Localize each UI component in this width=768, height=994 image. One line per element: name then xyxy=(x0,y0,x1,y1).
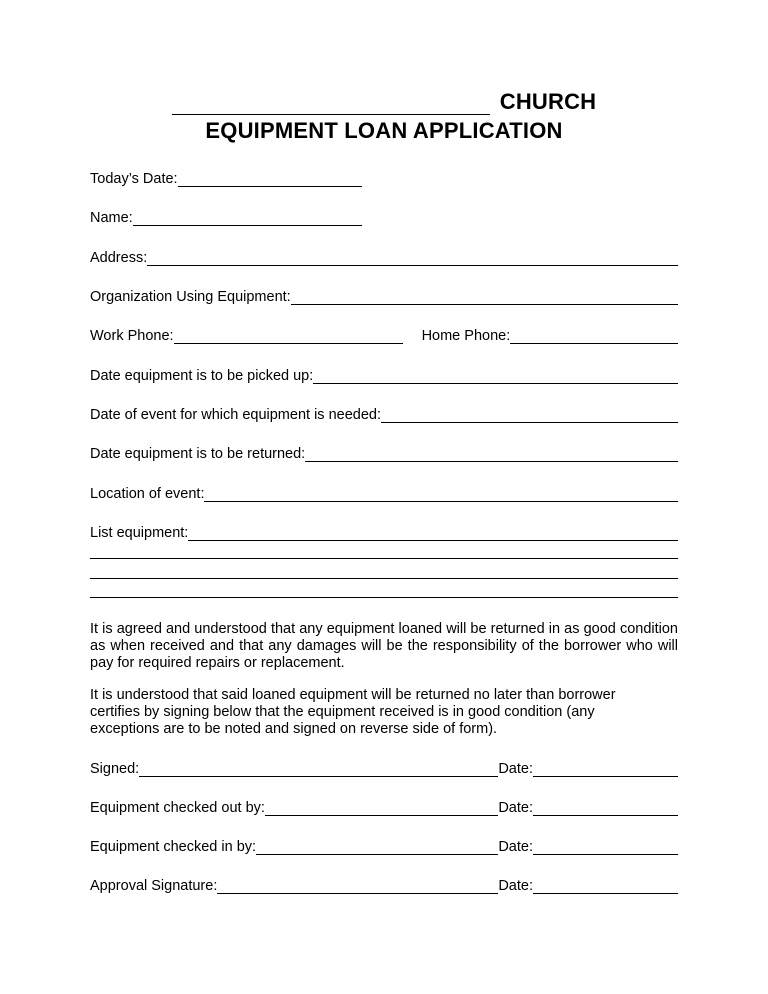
checked-out-label: Equipment checked out by: xyxy=(90,800,265,816)
terms-paragraph-2-line-3: exceptions are to be noted and signed on reverse side of form). xyxy=(90,721,498,737)
signed-date-label: Date: xyxy=(498,761,533,777)
pickup-date-label: Date equipment is to be picked up: xyxy=(90,368,314,384)
return-date-label: Date equipment is to be returned: xyxy=(90,446,306,462)
work-phone-label: Work Phone: xyxy=(90,328,174,344)
approval-date-label: Date: xyxy=(498,878,533,894)
signed-label: Signed: xyxy=(90,761,140,777)
return-date-row xyxy=(90,442,678,462)
signed-row xyxy=(90,757,678,777)
home-phone-blank[interactable] xyxy=(510,326,678,344)
terms-paragraph-2 xyxy=(90,687,678,738)
organization-blank[interactable] xyxy=(291,287,678,305)
checked-in-blank[interactable] xyxy=(256,837,498,855)
phone-row xyxy=(90,324,678,344)
address-blank[interactable] xyxy=(147,248,678,266)
list-equipment-blank[interactable] xyxy=(188,523,678,541)
approval-date-blank[interactable] xyxy=(533,876,678,894)
organization-row xyxy=(90,285,678,305)
checked-out-date-label: Date: xyxy=(498,800,533,816)
home-phone-label: Home Phone: xyxy=(421,328,511,344)
organization-label: Organization Using Equipment: xyxy=(90,289,291,305)
todays-date-row xyxy=(90,167,362,187)
location-row xyxy=(90,482,678,502)
name-label: Name: xyxy=(90,210,133,226)
church-word: CHURCH xyxy=(499,89,597,114)
list-equipment-row xyxy=(90,521,678,541)
location-label: Location of event: xyxy=(90,486,205,502)
todays-date-blank[interactable] xyxy=(178,169,362,187)
location-blank[interactable] xyxy=(204,484,678,502)
equipment-line-4[interactable] xyxy=(90,597,678,598)
name-row xyxy=(90,206,362,226)
return-date-blank[interactable] xyxy=(305,444,678,462)
pickup-date-row xyxy=(90,364,678,384)
event-date-label: Date of event for which equipment is needed: xyxy=(90,407,381,423)
checked-out-blank[interactable] xyxy=(265,798,498,816)
address-row xyxy=(90,246,678,266)
church-name-blank[interactable] xyxy=(172,92,490,115)
checked-in-label: Equipment checked in by: xyxy=(90,839,257,855)
terms-paragraph-2-line-1: It is understood that said loaned equipment will be returned no later than borrower xyxy=(90,687,616,703)
checked-in-row xyxy=(90,835,678,855)
title-church-line xyxy=(0,89,768,115)
approval-blank[interactable] xyxy=(217,876,498,894)
terms-paragraph-2-line-2: certifies by signing below that the equipment received is in good condition (any xyxy=(90,704,595,720)
terms-paragraph-1: It is agreed and understood that any equipment loaned will be returned in as good condition as when received and that any damages will be the responsibility of the borrower who will pay for required repairs or replacement. xyxy=(90,621,678,671)
equipment-line-2[interactable] xyxy=(90,558,678,559)
checked-out-row xyxy=(90,796,678,816)
work-phone-blank[interactable] xyxy=(174,326,403,344)
equipment-line-3[interactable] xyxy=(90,578,678,579)
signed-date-blank[interactable] xyxy=(533,759,678,777)
event-date-row xyxy=(90,403,678,423)
address-label: Address: xyxy=(90,250,148,266)
list-equipment-label: List equipment: xyxy=(90,525,189,541)
form-title: EQUIPMENT LOAN APPLICATION xyxy=(205,118,563,143)
event-date-blank[interactable] xyxy=(381,405,678,423)
checked-in-date-label: Date: xyxy=(498,839,533,855)
pickup-date-blank[interactable] xyxy=(313,366,678,384)
approval-row xyxy=(90,874,678,894)
signed-blank[interactable] xyxy=(139,759,498,777)
checked-out-date-blank[interactable] xyxy=(533,798,678,816)
checked-in-date-blank[interactable] xyxy=(533,837,678,855)
todays-date-label: Today’s Date: xyxy=(90,171,178,187)
name-blank[interactable] xyxy=(133,208,362,226)
approval-label: Approval Signature: xyxy=(90,878,218,894)
